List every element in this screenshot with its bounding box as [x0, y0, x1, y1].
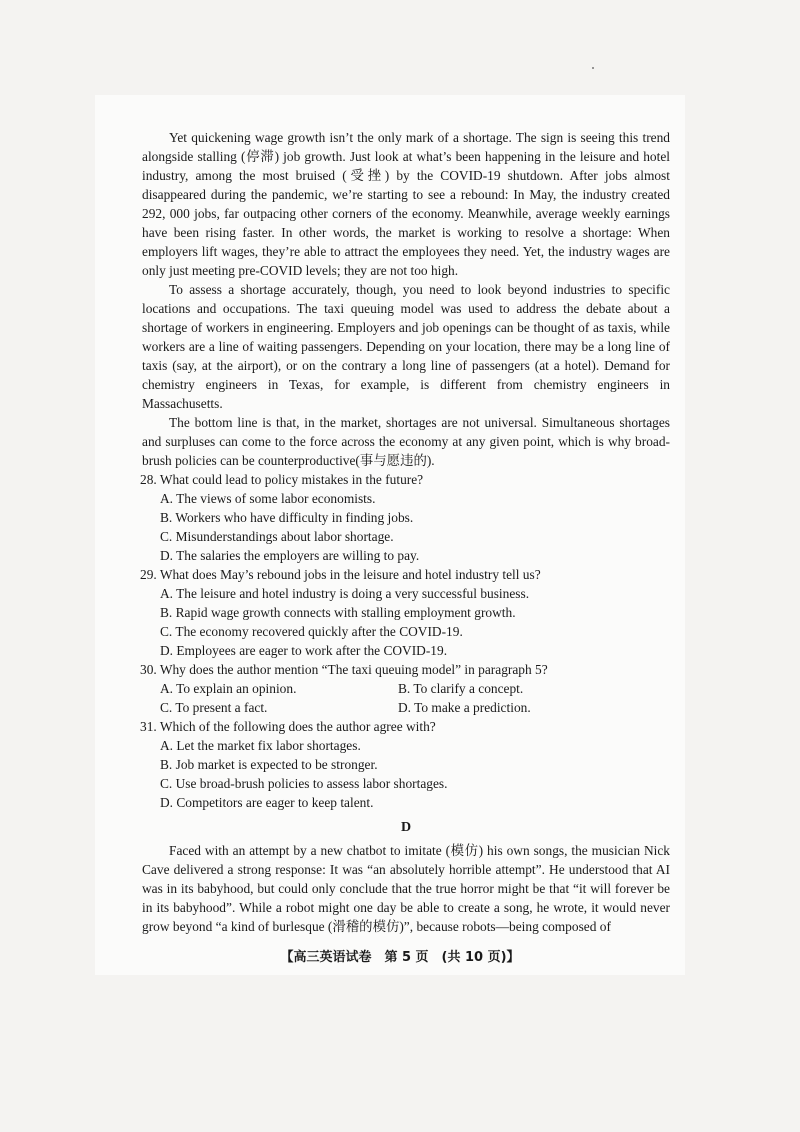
question-stem: 29. What does May’s rebound jobs in the leisure and hotel industry tell us? [140, 567, 541, 582]
option-c: C. To present a fact. [160, 700, 268, 715]
option-a: A. To explain an opinion. [160, 681, 297, 696]
option-a: A. Let the market fix labor shortages. [160, 738, 361, 753]
question-stem: 28. What could lead to policy mistakes in the future? [140, 472, 424, 487]
option-row [160, 679, 670, 698]
passage-d-paragraph: Faced with an attempt by a new chatbot to imitate (模仿) his own songs, the musician Nick Cave delivered a strong response: It was “an absolutely horrible attempt”. He understood that AI was in its babyhood, but could only conclude that the true horror might be that “it will forever be in its babyhood”. While a robot might one day be able to create a song, he wrote, it would never grow beyond “a kind of burlesque (滑稽的模仿)”, because robots—being composed of [142, 843, 670, 934]
option-d: D. Employees are eager to work after the COVID-19. [160, 643, 448, 658]
option-b: B. Workers who have difficulty in finding jobs. [160, 510, 414, 525]
option-d: D. The salaries the employers are willing to pay. [160, 548, 420, 563]
option-c: C. The economy recovered quickly after the COVID-19. [160, 624, 463, 639]
section-d-heading: D [400, 820, 412, 835]
question-28 [140, 470, 670, 565]
passage-paragraph: Yet quickening wage growth isn’t the only mark of a shortage. The sign is seeing this trend alongside stalling (停滞) job growth. Just look at what’s been happening in the leisure and hotel industry, among the most bruised (受挫) by the COVID-19 shutdown. After jobs almost disappeared during the pandemic, we’re starting to see a rebound: In May, the industry created 292, 000 jobs, far outpacing other corners of the economy. Meanwhile, average weekly earnings have been rising faster. In other words, the market is working to resolve a shortage: When employers lift wages, they’re able to attract the employees they need. Yet, the industry wages are only just meeting pre-COVID levels; they are not too high. [142, 130, 670, 278]
passage-paragraph: To assess a shortage accurately, though, you need to look beyond industries to specific locations and occupations. The taxi queuing model was used to address the debate about a shortage of workers in engineering. Employers and job openings can be thought of as taxis, while workers are a line of waiting passengers. Depending on your location, there may be a long line of taxis (say, at the airport), or on the contrary a long line of passengers (at a hotel). Demand for chemistry engineers in Texas, for example, is different from chemistry engineers in Massachusetts. [142, 282, 670, 411]
exam-page-content [142, 128, 670, 936]
option-c: C. Use broad-brush policies to assess labor shortages. [160, 776, 448, 791]
option-d: D. Competitors are eager to keep talent. [160, 795, 374, 810]
option-c: C. Misunderstandings about labor shortage. [160, 529, 394, 544]
option-a: A. The leisure and hotel industry is doing a very successful business. [160, 586, 530, 601]
option-b: B. Rapid wage growth connects with stalling employment growth. [160, 605, 516, 620]
passage-paragraph: The bottom line is that, in the market, shortages are not universal. Simultaneous shortages and surpluses can come to the force across the economy at any given point, which is why broad-brush policies can be counterproductive(事与愿违的). [142, 415, 670, 468]
question-29 [140, 565, 670, 660]
option-d: D. To make a prediction. [398, 700, 531, 715]
option-a: A. The views of some labor economists. [160, 491, 376, 506]
question-stem: 31. Which of the following does the author agree with? [140, 719, 436, 734]
scan-speck [592, 67, 594, 69]
page-footer: 【高三英语试卷 第 5 页 (共 10 页)】 [280, 950, 520, 965]
question-31 [140, 717, 670, 812]
option-b: B. To clarify a concept. [398, 681, 524, 696]
question-30 [140, 660, 670, 717]
option-b: B. Job market is expected to be stronger. [160, 757, 378, 772]
question-stem: 30. Why does the author mention “The taxi queuing model” in paragraph 5? [140, 662, 548, 677]
option-row [160, 698, 670, 717]
question-list [140, 470, 670, 812]
